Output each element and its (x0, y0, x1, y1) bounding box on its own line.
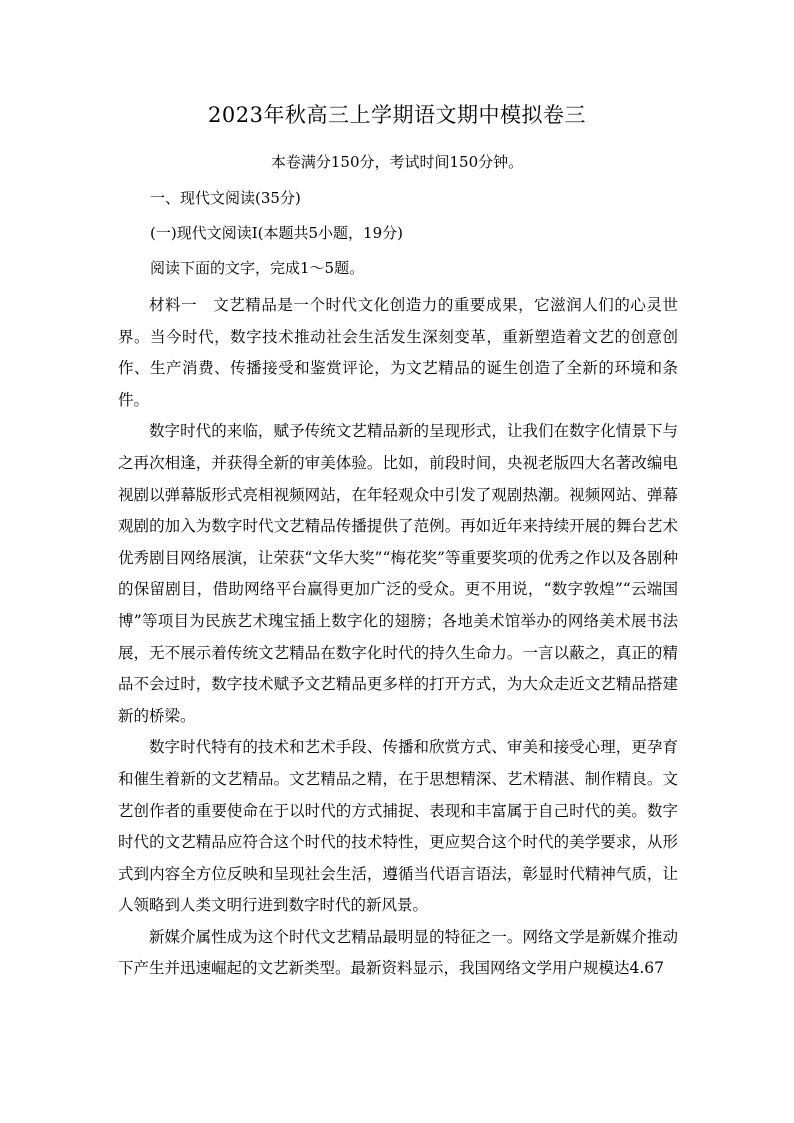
passage-paragraph: 数字时代的来临，赋予传统文艺精品新的呈现形式，让我们在数字化情景下与之再次相逢，并获得全新的审美体验。比如，前段时间，央视老版四大名著改编电视剧以弹幕版形式亮相视频网站，在年轻观众中引发了观剧热潮。视频网站、弹幕观剧的加入为数字时代文艺精品传播提供了范例。再如近年来持续开展的舞台艺术优秀剧目网络展演，让荣获“文华大奖”“梅花奖”等重要奖项的优秀之作以及各剧种的保留剧目，借助网络平台赢得更加广泛的受众。更不用说，“数字敦煌”“云端国博”等项目为民族艺术瑰宝插上数字化的翅膀；各地美术馆举办的网络美术展书法展，无不展示着传统文艺精品在数字化时代的持久生命力。一言以蔽之，真正的精品不会过时，数字技术赋予文艺精品更多样的打开方式，为大众走近文艺精品搭建新的桥梁。 (118, 422, 678, 725)
exam-info: 本卷满分150分，考试时间150分钟。 (270, 153, 524, 171)
subsection-heading: (一)现代文阅读Ⅰ(本题共5小题，19分) (150, 224, 403, 242)
passage-paragraph: 数字时代特有的技术和艺术手段、传播和欣赏方式、审美和接受心理，更孕育和催生着新的文艺精品。文艺精品之精，在于思想精深、艺术精湛、制作精良。文艺创作者的重要使命在于以时代的方式捕捉、表现和丰富属于自己时代的美。数字时代的文艺精品应符合这个时代的技术特性，更应契合这个时代的美学要求，从形式到内容全方位反映和呈现社会生活，遵循当代语言语法，彰显时代精神气质，让人领略到人类文明行进到数字时代的新风景。 (118, 738, 678, 915)
passage-paragraph: 新媒介属性成为这个时代文艺精品最明显的特征之一。网络文学是新媒介推动下产生并迅速崛起的文艺新类型。最新资料显示，我国网络文学用户规模达4.67 (118, 927, 678, 978)
reading-passage (118, 290, 678, 985)
reading-instruction: 阅读下面的文字，完成1～5题。 (150, 259, 365, 277)
page-title: 2023年秋高三上学期语文期中模拟卷三 (208, 103, 586, 127)
section-heading: 一、现代文阅读(35分) (150, 189, 301, 207)
passage-paragraph: 材料一 文艺精品是一个时代文化创造力的重要成果，它滋润人们的心灵世界。当今时代，数字技术推动社会生活发生深刻变革，重新塑造着文艺的创意创作、生产消费、传播接受和鉴赏评论，为文艺精品的诞生创造了全新的环境和条件。 (118, 296, 678, 409)
